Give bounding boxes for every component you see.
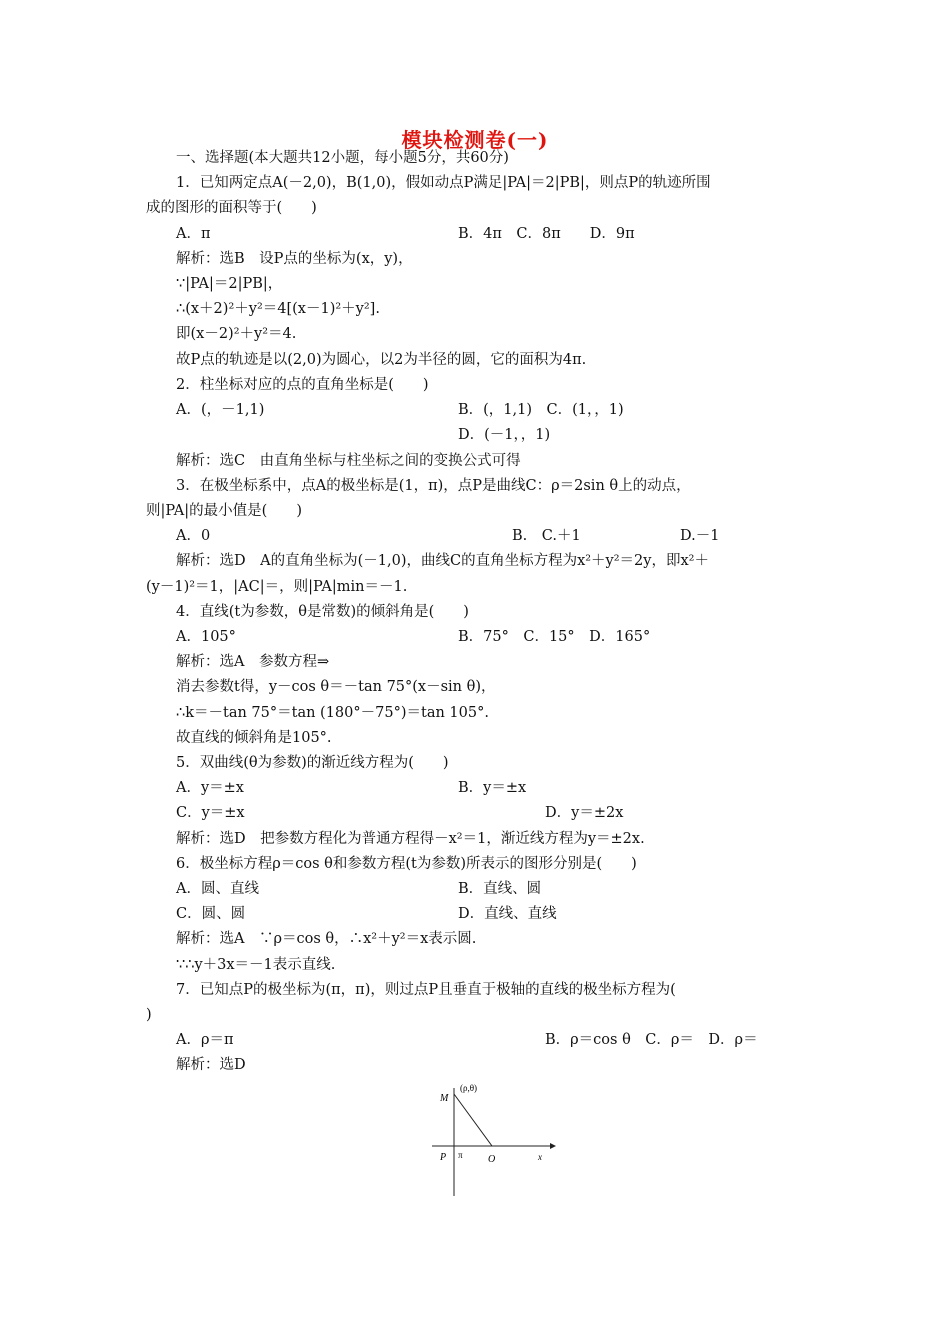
q6-solution-1: 解析：选A ∵ρ＝cos θ，∴x²＋y²＝x表示圆. [176,931,477,947]
q2-solution: 解析：选C 由直角坐标与柱坐标之间的变换公式可得 [176,453,521,469]
label-m: M [440,1093,449,1104]
q1-options-bcd: B．4π C．8π D．9π [458,226,635,242]
q6-option-b: B．直线、圆 [458,881,542,897]
label-p: P [440,1152,447,1163]
x-axis-arrow [550,1143,556,1149]
segment-mo [454,1094,492,1146]
q3-stem-cont: 则|PA|的最小值是( ) [146,503,302,519]
page-title: 模块检测卷(一) [401,128,549,152]
q7-options-bcd: B．ρ＝cos θ C．ρ＝ D．ρ＝ [545,1032,758,1048]
q6-solution-2: ∵∴y＋3x＝－1表示直线. [176,957,336,973]
q3-option-d: D.－1 [680,528,720,544]
section-heading: 一、选择题(本大题共12小题，每小题5分，共60分) [176,150,509,166]
q7-stem-cont: ) [146,1007,152,1023]
label-o: O [488,1154,496,1165]
q3-solution-1: 解析：选D A的直角坐标为(－1,0)，曲线C的直角坐标方程为x²＋y²＝2y，即x²＋ [176,553,709,569]
q7-stem: 7．已知点P的极坐标为(π，π)，则过点P且垂直于极轴的直线的极坐标方程为( [176,982,676,998]
q1-stem-cont: 成的图形的面积等于( ) [146,200,317,216]
q4-solution-3: ∴k＝－tan 75°＝tan (180°－75°)＝tan 105°. [176,705,489,721]
q1-solution-4: 即(x－2)²＋y²＝4. [176,326,297,342]
q4-solution-1: 解析：选A 参数方程⇒ [176,654,330,670]
label-pi: π [458,1150,463,1160]
q2-option-d: D．(－1，，1) [458,427,551,443]
q5-option-b: B．y＝±x [458,780,527,796]
q4-stem: 4．直线(t为参数，θ是常数)的倾斜角是( ) [176,604,469,620]
q1-solution-5: 故P点的轨迹是以(2,0)为圆心，以2为半径的圆，它的面积为4π. [176,352,587,368]
q5-option-c: C．y＝±x [176,805,245,821]
q7-option-a: A．ρ＝π [176,1032,234,1048]
q5-option-d: D．y＝±2x [545,805,624,821]
q7-solution: 解析：选D [176,1057,246,1073]
q6-option-d: D．直线、直线 [458,906,557,922]
q6-option-c: C．圆、圆 [176,906,246,922]
q1-solution-3: ∴(x＋2)²＋y²＝4[(x－1)²＋y²]. [176,301,380,317]
label-point: (ρ,θ) [460,1083,478,1093]
q2-option-a: A．(，－1,1) [176,402,265,418]
q1-stem: 1．已知两定点A(－2,0)，B(1,0)，假如动点P满足|PA|＝2|PB|，则点P的轨迹所围 [176,175,711,191]
q4-solution-2: 消去参数t得，y－cos θ＝－tan 75°(x－sin θ)， [176,679,496,695]
q2-options-bc: B．(，1,1) C．(1，，1) [458,402,624,418]
q1-solution-1: 解析：选B 设P点的坐标为(x，y)， [176,251,413,267]
q5-stem: 5．双曲线(θ为参数)的渐近线方程为( ) [176,755,449,771]
polar-figure [420,1078,570,1198]
q3-option-a: A．0 [176,528,211,544]
q4-options-bcd: B．75° C．15° D．165° [458,629,651,645]
label-x: x [538,1152,542,1162]
q3-solution-2: (y－1)²＝1，|AC|＝，则|PA|min＝－1. [146,579,408,595]
q3-options-bc: B. C.＋1 [512,528,581,544]
q5-solution: 解析：选D 把参数方程化为普通方程得－x²＝1，渐近线方程为y＝±2x. [176,831,645,847]
q6-option-a: A．圆、直线 [176,881,259,897]
q2-stem: 2．柱坐标对应的点的直角坐标是( ) [176,377,429,393]
q4-solution-4: 故直线的倾斜角是105°. [176,730,332,746]
q3-stem: 3．在极坐标系中，点A的极坐标是(1，π)，点P是曲线C：ρ＝2sin θ上的动点， [176,478,691,494]
q5-option-a: A．y＝±x [176,780,244,796]
q6-stem: 6．极坐标方程ρ＝cos θ和参数方程(t为参数)所表示的图形分别是( ) [176,856,637,872]
q1-option-a: A．π [176,226,211,242]
q1-solution-2: ∵|PA|＝2|PB|， [176,276,283,292]
q4-option-a: A．105° [176,629,236,645]
